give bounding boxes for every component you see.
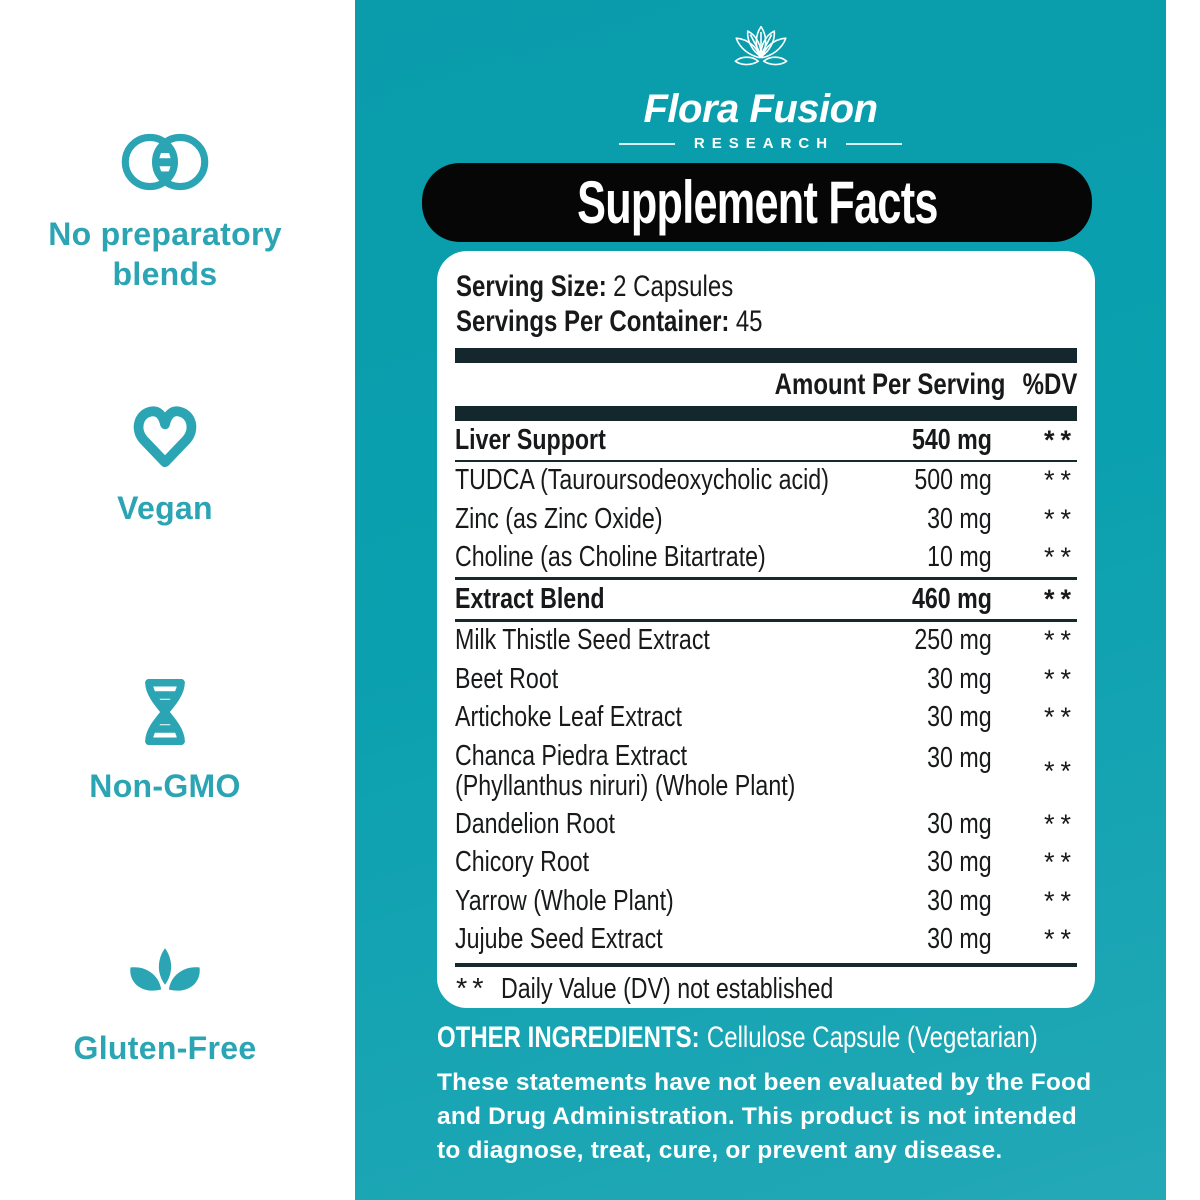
overlapping-circles-icon (113, 126, 217, 198)
ingredient-dv: ** (1043, 808, 1077, 839)
ingredient-name: Dandelion Root (455, 807, 615, 840)
table-row (437, 921, 1095, 960)
ingredient-amount: 30 mg (927, 884, 992, 917)
supplement-facts-header (422, 163, 1092, 242)
badge-label-line: Non-GMO (89, 768, 241, 804)
heart-icon (126, 400, 204, 472)
servings-per-container-label: Servings Per Container: (456, 305, 730, 338)
table-row (437, 844, 1095, 883)
disclaimer-line: and Drug Administration. This product is not intended (437, 1103, 1077, 1130)
table-row (437, 580, 1095, 619)
ingredient-name: Chicory Root (455, 846, 590, 879)
ingredient-amount: 10 mg (927, 541, 992, 574)
ingredient-name: Extract Blend (455, 582, 605, 615)
footnote-text: Daily Value (DV) not established (500, 972, 833, 1005)
ingredient-dv: ** (1043, 847, 1077, 878)
badge-gluten-free (0, 946, 330, 1068)
table-row (437, 660, 1095, 699)
ingredient-name-line2: (Phyllanthus niruri) (Whole Plant) (455, 770, 796, 802)
brand-logo (355, 24, 1166, 152)
dna-helix-icon (132, 674, 198, 750)
ingredient-dv: ** (1043, 424, 1077, 455)
serving-size-label: Serving Size: (456, 270, 607, 303)
badge-label (89, 766, 240, 806)
badge-label-line: No preparatory (48, 216, 282, 252)
lotus-icon (715, 24, 807, 86)
other-ingredients-label: OTHER INGREDIENTS: (437, 1021, 700, 1054)
ingredient-name: Liver Support (455, 423, 606, 456)
badge-label (74, 1028, 257, 1068)
table-row (437, 500, 1095, 539)
ingredient-name: Artichoke Leaf Extract (455, 701, 682, 734)
badge-label-line: blends (112, 256, 218, 292)
servings-per-container-line (437, 304, 1095, 339)
leaves-icon (117, 946, 213, 1012)
ingredient-amount: 30 mg (927, 662, 992, 695)
ingredient-amount: 30 mg (927, 807, 992, 840)
table-row (437, 737, 1095, 805)
badge-label-line: Gluten-Free (73, 1030, 257, 1066)
table-row (437, 421, 1095, 460)
ingredient-amount: 250 mg (914, 624, 992, 657)
ingredient-amount: 30 mg (927, 846, 992, 879)
table-row (437, 462, 1095, 501)
other-ingredients-value: Cellulose Capsule (Vegetarian) (706, 1021, 1038, 1054)
thick-bar (455, 348, 1077, 363)
ingredient-amount: 30 mg (927, 923, 992, 956)
table-row (437, 882, 1095, 921)
disclaimer-line: to diagnose, treat, cure, or prevent any disease. (437, 1137, 1003, 1164)
ingredient-amount: 30 mg (927, 701, 992, 734)
ingredient-name: Yarrow (Whole Plant) (455, 884, 674, 917)
teal-panel (355, 0, 1166, 1200)
ingredient-dv: ** (1043, 924, 1077, 955)
disclaimer-line: These statements have not been evaluated by the Food (437, 1069, 1092, 1096)
ingredient-dv: ** (1043, 885, 1077, 916)
supplement-facts-card (437, 251, 1095, 1008)
table-row (437, 699, 1095, 738)
badge-label (48, 214, 282, 294)
ingredient-name: Milk Thistle Seed Extract (455, 624, 710, 657)
percent-dv-header: %DV (1022, 367, 1077, 401)
ingredient-amount: 460 mg (912, 582, 992, 615)
subtitle-rule-left (619, 143, 675, 145)
ingredient-name: Choline (as Choline Bitartrate) (455, 541, 766, 574)
table-row (437, 805, 1095, 844)
ingredient-dv: ** (1043, 625, 1077, 656)
dv-footnote (437, 967, 1095, 1008)
ingredient-amount: 30 mg (927, 742, 992, 774)
ingredient-name: Chanca Piedra Extract (455, 740, 688, 772)
supplement-facts-title: Supplement Facts (576, 169, 938, 236)
ingredient-dv: ** (1043, 755, 1077, 786)
ingredient-dv: ** (1043, 465, 1077, 496)
badge-label (117, 488, 213, 528)
column-headers (437, 363, 1095, 406)
serving-size-value: 2 Capsules (613, 270, 734, 303)
badge-no-preparatory-blends (0, 126, 330, 294)
ingredient-amount: 540 mg (912, 423, 992, 456)
table-row (437, 622, 1095, 661)
ingredient-amount: 500 mg (914, 464, 992, 497)
badge-label-line: Vegan (117, 490, 213, 526)
amount-per-serving-header: Amount Per Serving (774, 367, 1005, 401)
ingredient-name: Zinc (as Zinc Oxide) (455, 502, 663, 535)
ingredient-name: Beet Root (455, 662, 559, 695)
table-row (437, 539, 1095, 578)
brand-name: Flora Fusion (643, 87, 878, 131)
ingredient-dv: ** (1043, 663, 1077, 694)
ingredient-dv: ** (1043, 702, 1077, 733)
brand-subtitle (619, 136, 902, 152)
other-ingredients (437, 1020, 1117, 1056)
ingredient-name: TUDCA (Tauroursodeoxycholic acid) (455, 464, 829, 497)
subtitle-rule-right (846, 143, 902, 145)
footnote-symbol: ** (456, 972, 489, 1005)
ingredient-dv: ** (1043, 583, 1077, 614)
ingredient-dv: ** (1043, 542, 1077, 573)
servings-per-container-value: 45 (735, 305, 763, 338)
brand-subtitle-text: RESEARCH (693, 135, 835, 152)
ingredient-amount: 30 mg (927, 502, 992, 535)
ingredient-dv: ** (1043, 503, 1077, 534)
thick-bar (455, 406, 1077, 421)
badge-non-gmo (0, 674, 330, 806)
ingredient-name: Jujube Seed Extract (455, 923, 663, 956)
badge-vegan (0, 400, 330, 528)
serving-size-line (437, 269, 1095, 304)
fda-disclaimer (437, 1066, 1117, 1168)
